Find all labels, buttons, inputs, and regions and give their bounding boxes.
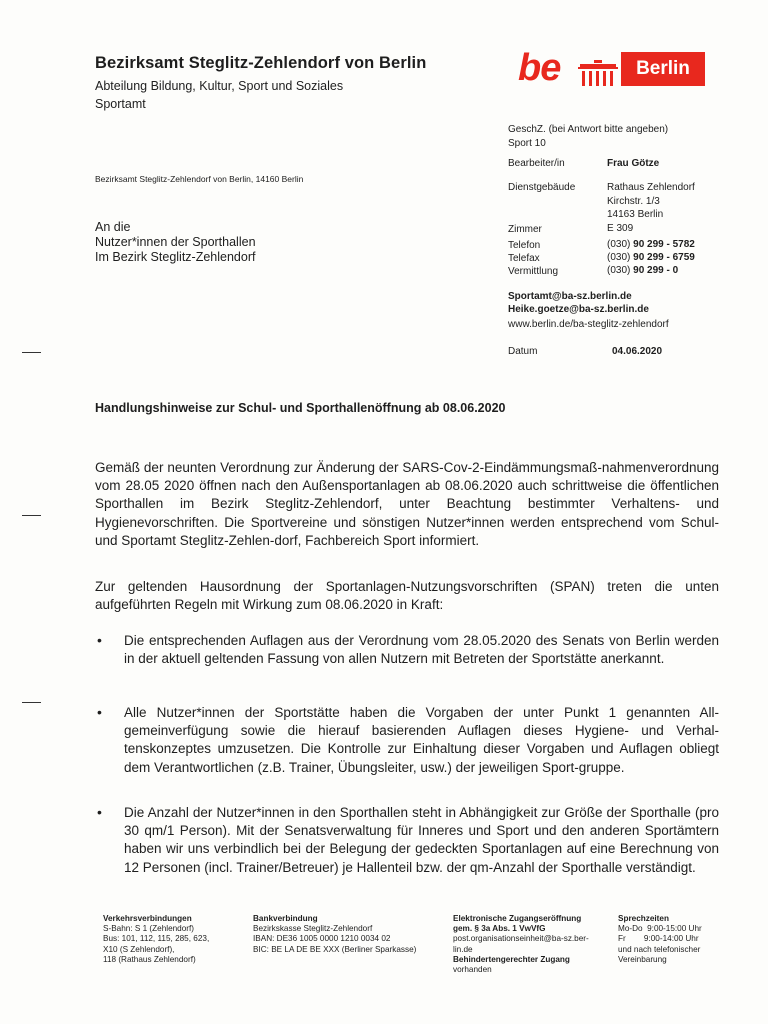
telefon-number: 90 299 - 5782 [633, 239, 695, 250]
footer-verkehr-line: Bus: 101, 112, 115, 285, 623, [103, 934, 210, 944]
fold-mark-top [22, 352, 41, 353]
footer-sprech-line: Vereinbarung [618, 954, 667, 964]
footer-bank [253, 914, 416, 955]
paragraph-intro: Gemäß der neunten Verordnung zur Änderung der SARS-Cov-2-Eindämmungsmaß-nahmenverordnung vom 28.05 2020 öffnen nach den Außensportanlagen ab 08.06.2020 auch schrittweise die öffentlichen Sporthallen im Bezirk Steglitz-Zehlendorf, unter Beachtung bestimmter Verhaltens- und Hygienevorschriften. Die Sportvereine und sönstigen Nutzer*innen werden entsprechend vom Schul- und Sportamt Steglitz-Zehlen-dorf, Fachbereich Sport informiert. [95, 460, 719, 548]
footer-elektro-email[interactable]: post.organisationseinheit@ba-sz.ber- [453, 934, 589, 944]
dienstgebaeude-line-1: Rathaus Zehlendorf [607, 182, 695, 193]
org-name: Bezirksamt Steglitz-Zehlendorf von Berlin [95, 54, 427, 72]
email-sportamt[interactable]: Sportamt@ba-sz.berlin.de [508, 291, 632, 302]
footer-bank-line: IBAN: DE36 1005 0000 1210 0034 02 [253, 934, 391, 944]
recipient-line-1: An die [95, 220, 131, 234]
zimmer-label: Zimmer [508, 224, 542, 235]
telefon-value [607, 239, 695, 250]
footer-elektro-email-cont: lin.de [453, 944, 473, 954]
dienstgebaeude-line-2: Kirchstr. 1/3 [607, 196, 660, 207]
brandenburg-gate-icon [578, 60, 618, 88]
footer-verkehr-line: S-Bahn: S 1 (Zehlendorf) [103, 924, 195, 934]
subject-heading: Handlungshinweise zur Schul- und Sporthallenöffnung ab 08.06.2020 [95, 401, 506, 415]
footer-bank-line: Bezirkskasse Steglitz-Zehlendorf [253, 924, 373, 934]
footer-verkehr-line: 118 (Rathaus Zehlendorf) [103, 954, 196, 964]
telefax-value [607, 252, 695, 263]
bullet-marker: • [97, 632, 102, 648]
bullet-item-2: Alle Nutzer*innen der Sportstätte haben die Vorgaben der unter Punkt 1 genannten All-gemeinverfügung sowie die hierauf basierenden Auflagen dieses Hygiene- und Verhal-tenskonzeptes umzusetzen. Die Kontrolle zur Einhaltung dieser Vorgaben und Auflagen obliegt dem Verantwortlichen (z.B. Trainer, Übungsleiter, usw.) der jeweiligen Sport-gruppe. [124, 705, 719, 775]
footer-elektronisch [453, 914, 589, 975]
dienstgebaeude-line-3: 14163 Berlin [607, 209, 664, 220]
telefax-number: 90 299 - 6759 [633, 252, 695, 263]
bullet-marker: • [97, 804, 102, 820]
email-goetze[interactable]: Heike.goetze@ba-sz.berlin.de [508, 304, 649, 315]
geschz-label: GeschZ. (bei Antwort bitte angeben) [508, 124, 669, 135]
website-link[interactable]: www.berlin.de/ba-steglitz-zehlendorf [508, 319, 669, 330]
footer-bank-title: Bankverbindung [253, 914, 318, 923]
telefax-label: Telefax [508, 253, 540, 264]
logo-be-text: be [518, 47, 561, 89]
zimmer-value: E 309 [607, 223, 634, 234]
vermittlung-value [607, 265, 678, 276]
vermittlung-prefix: (030) [607, 265, 631, 276]
footer-sprech-line: Fr 9:00-14:00 Uhr [618, 934, 699, 944]
department: Abteilung Bildung, Kultur, Sport und Soziales [95, 79, 344, 93]
bullet-item-3: Die Anzahl der Nutzer*innen in den Sporthallen steht in Abhängigkeit zur Größe der Sporthalle (pro 30 qm/1 Person). Mit der Senatsverwaltung für Inneres und Sport und den anderen Sportämtern haben wir uns verbindlich bei der Belegung der gedeckten Sportanlagen auf eine Berechnung von 12 Personen (incl. Trainer/Betreuer) je Hallenteil bzw. der qm-Anzahl der Sporthalle verständigt. [124, 805, 719, 875]
footer-sprechzeiten [618, 914, 702, 965]
datum-label: Datum [508, 346, 538, 357]
telefon-label: Telefon [508, 240, 541, 251]
footer-sprech-line: Mo-Do 9:00-15:00 Uhr [618, 924, 702, 934]
telefax-prefix: (030) [607, 252, 631, 263]
vermittlung-number: 90 299 - 0 [633, 265, 679, 276]
footer-barriere-title: Behindertengerechter Zugang [453, 954, 570, 964]
recipient-line-2: Nutzer*innen der Sporthallen [95, 235, 256, 249]
footer-elektro-subtitle: gem. § 3a Abs. 1 VwVfG [453, 924, 546, 934]
datum-value: 04.06.2020 [612, 346, 663, 357]
footer-elektro-title: Elektronische Zugangseröffnung [453, 914, 582, 923]
bullet-item-1: Die entsprechenden Auflagen aus der Verordnung vom 28.05.2020 des Senats von Berlin werden in der aktuell geltenden Fassung von allen Nutzern mit Betreten der Sportstätte anerkannt. [124, 633, 719, 667]
office: Sportamt [95, 97, 146, 111]
dienstgebaeude-label: Dienstgebäude [508, 182, 576, 193]
logo-berlin-box: Berlin [621, 52, 705, 86]
bearbeiter-value: Frau Götze [607, 158, 660, 169]
footer-sprech-title: Sprechzeiten [618, 914, 669, 923]
berlin-logo [518, 47, 708, 92]
footer-verkehr-line: X10 (S Zehlendorf), [103, 944, 175, 954]
punch-mark [22, 702, 41, 703]
sender-line: Bezirksamt Steglitz-Zehlendorf von Berlin, 14160 Berlin [95, 174, 304, 184]
telefon-prefix: (030) [607, 239, 631, 250]
vermittlung-label: Vermittlung [508, 266, 559, 277]
footer-barriere-value: vorhanden [453, 965, 492, 975]
recipient-line-3: Im Bezirk Steglitz-Zehlendorf [95, 250, 256, 264]
footer-bank-line: BIC: BE LA DE BE XXX (Berliner Sparkasse) [253, 944, 417, 954]
footer-verkehr [103, 914, 209, 965]
bullet-marker: • [97, 704, 102, 720]
fold-mark-middle [22, 515, 41, 516]
bearbeiter-label: Bearbeiter/in [508, 158, 565, 169]
footer-verkehr-title: Verkehrsverbindungen [103, 914, 192, 923]
geschz-value: Sport 10 [508, 138, 546, 149]
footer-sprech-line: und nach telefonischer [618, 944, 701, 954]
paragraph-rules-intro: Zur geltenden Hausordnung der Sportanlagen-Nutzungsvorschriften (SPAN) treten die unten aufgeführten Regeln mit Wirkung zum 08.06.2020 in Kraft: [95, 579, 719, 613]
